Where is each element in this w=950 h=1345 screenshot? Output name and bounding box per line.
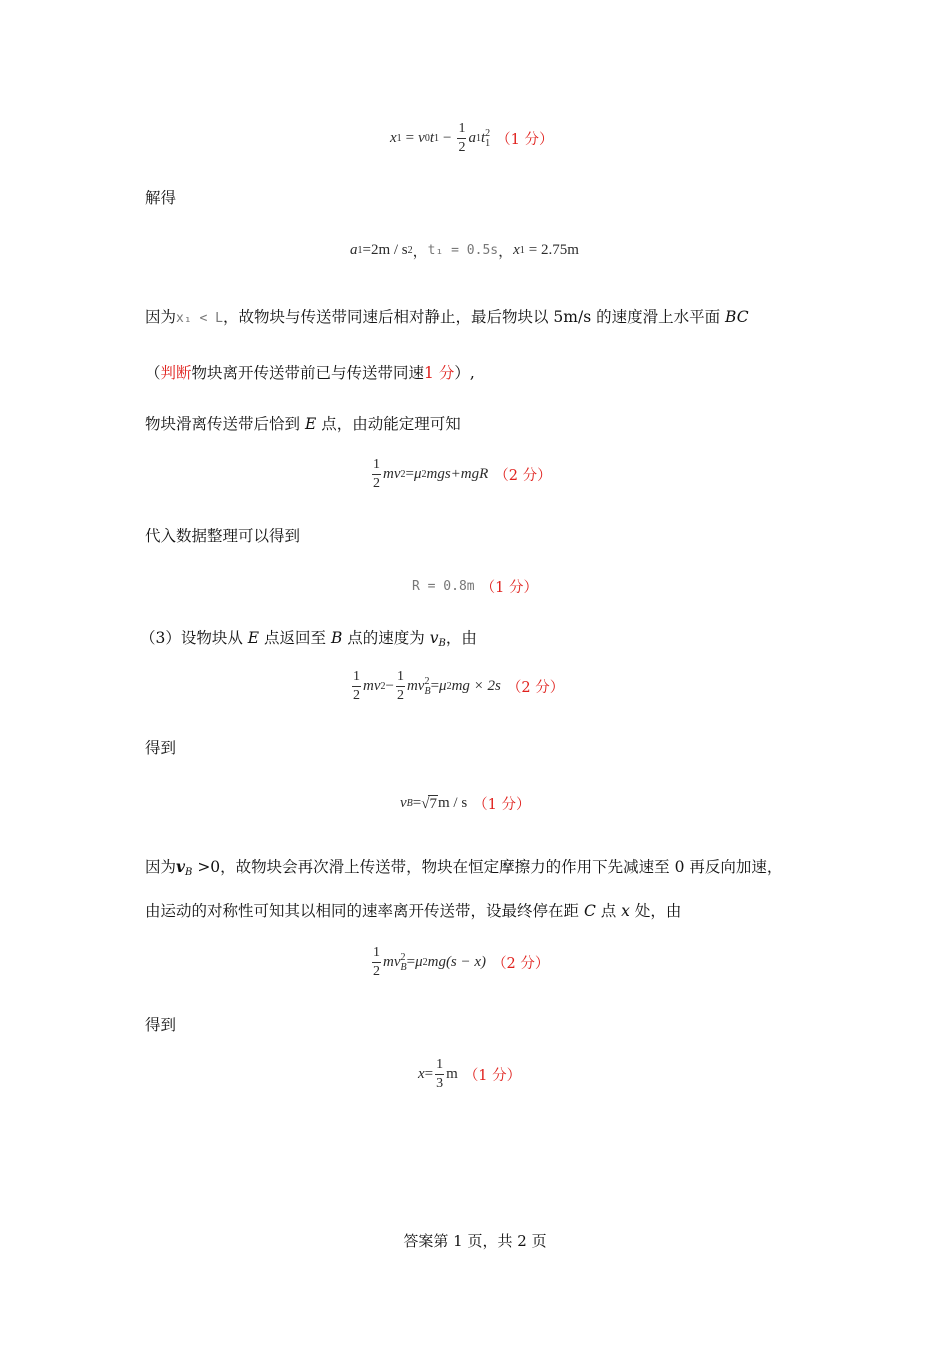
eq-sub: 1 [433, 133, 439, 144]
eq-term: mg(s − x) [427, 954, 487, 970]
equation-displacement [390, 122, 553, 155]
text: ）, [454, 364, 475, 382]
equation-stop [370, 946, 549, 979]
eq-symbol: v [400, 795, 407, 811]
text: 物块滑离传送带后恰到 [145, 415, 305, 433]
eq-term: mv [383, 466, 401, 482]
paragraph-3 [145, 413, 461, 435]
eq-symbol: a [350, 242, 358, 258]
eq-sep: ， [412, 244, 428, 260]
frac-den: 2 [373, 964, 380, 979]
eq-sub: 2 [421, 469, 427, 480]
score-label: （2 分） [492, 956, 550, 972]
eq-sup: 2 [407, 245, 413, 256]
text: 点，由动能定理可知 [316, 415, 461, 433]
text-dedao-1: 得到 [145, 739, 177, 757]
text: （3）设物块从 [140, 629, 248, 647]
eq-sub: 1 [519, 245, 525, 256]
eq-op: = [406, 954, 416, 970]
score-label: （2 分） [494, 468, 552, 484]
inline-sub: B [185, 867, 193, 878]
text: 点 [595, 902, 622, 920]
text: 点的速度为 [342, 629, 430, 647]
eq-op: = [430, 678, 440, 694]
eq-op: = [405, 130, 415, 146]
eq-symbol: t [480, 130, 486, 146]
eq-sub: 0 [424, 133, 430, 144]
paragraph-5 [145, 856, 782, 884]
page-footer: 答案第 1 页，共 2 页 [403, 1232, 547, 1250]
fraction [372, 946, 381, 979]
eq-op: = [412, 795, 422, 811]
inline-math: E [304, 415, 317, 433]
eq-term: mg × 2s [451, 678, 501, 694]
eq-symbol: x [513, 242, 520, 258]
text: 由运动的对称性可知其以相同的速率离开传送带，设最终停在距 [145, 902, 584, 920]
eq-op: − [442, 130, 452, 146]
inline-math: v [429, 629, 439, 647]
sqrt-radicand: 7 [429, 795, 437, 812]
fraction [457, 122, 466, 155]
equation-x [418, 1058, 521, 1091]
eq-sup: 2 [380, 681, 386, 692]
equation-energy [370, 458, 552, 491]
eq-symbol: t [429, 130, 434, 146]
paragraph-1 [145, 306, 749, 330]
equation-results [350, 240, 579, 261]
text: 因为 [145, 308, 177, 326]
score-label: （1 分） [496, 132, 554, 148]
eq-sub: 1 [475, 133, 481, 144]
sqrt-sign: √ [421, 795, 430, 812]
inline-math: B [330, 629, 343, 647]
paragraph-2 [145, 362, 475, 384]
eq-symbol: μ [439, 678, 447, 694]
text-dedao-2: 得到 [145, 1016, 177, 1034]
frac-den: 3 [436, 1076, 444, 1091]
score-label: （2 分） [506, 680, 565, 696]
sqrt [421, 795, 438, 813]
eq-sep: ， [498, 244, 514, 260]
eq-sub: B [406, 798, 413, 809]
eq-sub: B [424, 685, 431, 697]
fraction [352, 670, 361, 703]
frac-den: 2 [458, 140, 466, 155]
inline-math: >0 [192, 858, 221, 876]
text: ，由 [445, 629, 477, 647]
eq-term: R = 0.8m [412, 579, 475, 594]
text: ，故物块会再次滑上传送带，物块在恒定摩擦力的作用下先减速至 0 再反向加速， [220, 858, 783, 876]
eq-op: = [405, 466, 414, 482]
text: 因为 [145, 858, 177, 876]
eq-unit: m [446, 1066, 458, 1082]
fraction [372, 458, 381, 491]
eq-symbol: x [418, 1066, 425, 1082]
eq-op: = [424, 1066, 434, 1082]
fraction [396, 670, 405, 703]
eq-sub: 2 [422, 957, 428, 968]
paragraph-4 [140, 627, 477, 655]
eq-symbol: x [390, 130, 397, 146]
text: （ [145, 364, 161, 382]
eq-symbol: μ [413, 466, 422, 482]
equation-return [350, 670, 564, 703]
inline-math: x [621, 902, 630, 920]
eq-term: mv [363, 678, 381, 694]
score-label: （1 分） [463, 1068, 522, 1084]
eq-sub: 1 [357, 245, 363, 256]
frac-num: 1 [372, 458, 381, 475]
eq-term: mgs+mgR [426, 466, 489, 482]
frac-den: 2 [396, 688, 404, 703]
eq-sup: 2 [424, 675, 430, 687]
eq-term: mv [383, 954, 401, 970]
frac-num: 1 [435, 1058, 444, 1075]
eq-sup: 2 [400, 469, 406, 480]
frac-num: 1 [457, 122, 466, 139]
eq-sup: 2 [485, 127, 491, 139]
score-label: （1 分） [473, 797, 531, 813]
inline-sub: B [438, 638, 446, 649]
text: 处，由 [629, 902, 682, 920]
eq-sup: 2 [400, 951, 406, 963]
eq-value: =2m / s [362, 242, 408, 258]
frac-den: 2 [373, 476, 380, 491]
inline-math: BC [725, 308, 749, 326]
paragraph-6 [145, 900, 681, 922]
equation-vb [400, 793, 531, 814]
eq-unit: m / s [437, 795, 468, 811]
text-daijru: 代入数据整理可以得到 [145, 527, 301, 545]
eq-term: mv [406, 678, 425, 694]
eq-sub: 1 [396, 133, 402, 144]
text-jiede: 解得 [145, 189, 177, 207]
eq-op: − [385, 678, 394, 694]
text: 物块离开传送带前已与传送带同速 [191, 364, 425, 382]
eq-sub: 2 [446, 681, 452, 692]
equation-radius [412, 576, 538, 597]
eq-symbol: v [418, 130, 425, 146]
eq-symbol: a [468, 130, 476, 146]
eq-symbol: μ [415, 954, 423, 970]
fraction [435, 1058, 444, 1091]
frac-num: 1 [396, 670, 405, 687]
text-red: 1 分 [424, 364, 455, 382]
eq-value: = 2.75m [528, 242, 579, 258]
text: 点返回至 [259, 629, 331, 647]
frac-num: 1 [372, 946, 381, 963]
eq-time: t₁ = 0.5s [427, 243, 499, 258]
sup-sub [485, 129, 490, 149]
text: ，故物块与传送带同速后相对静止，最后物块以 5m/s 的速度滑上水平面 [222, 308, 726, 326]
inline-math: E [247, 629, 260, 647]
eq-sub: B [400, 961, 407, 973]
frac-num: 1 [352, 670, 361, 687]
inline-math: C [583, 902, 596, 920]
text-red: 判断 [160, 364, 192, 382]
score-label: （1 分） [480, 580, 538, 596]
eq-sub: 1 [485, 137, 491, 149]
inline-math: v [176, 857, 186, 876]
frac-den: 2 [353, 688, 360, 703]
inline-math: x₁ < L [176, 311, 223, 326]
